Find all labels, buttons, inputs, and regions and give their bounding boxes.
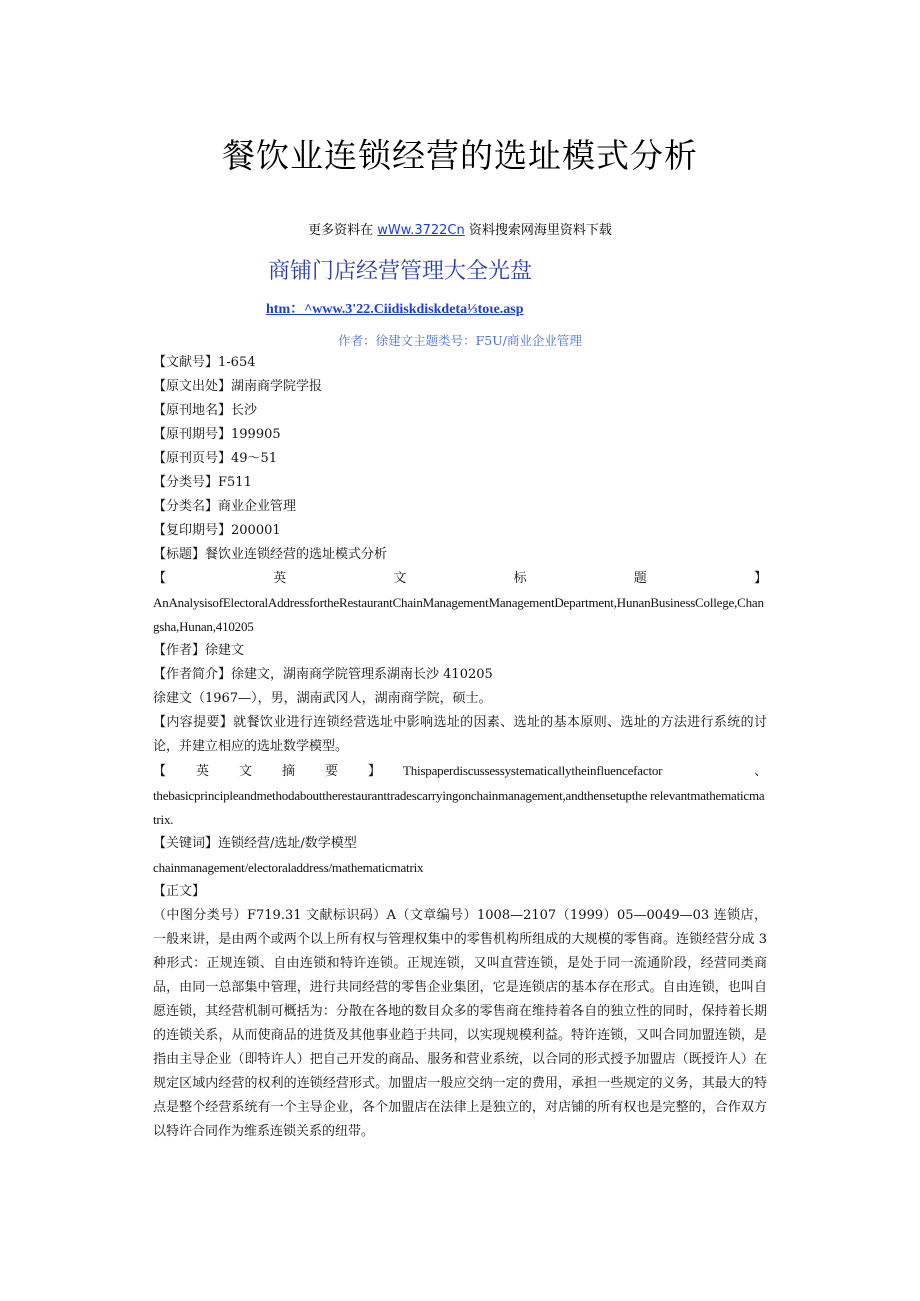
author-intro-label: 【作者简介】 [153, 667, 232, 682]
meta-value: 餐饮业连锁经营的选址模式分析 [205, 547, 388, 562]
abstract-value: 就餐饮业进行连锁经营选址中影响选址的因素、选址的基本原则、选址的方法进行系统的讨论，并建立相应的选址数学模型。 [153, 715, 767, 754]
meta-row [153, 423, 767, 447]
author-intro-value: 徐建文，湖南商学院管理系湖南长沙 410205 [231, 667, 493, 682]
label-char: 要 [324, 764, 338, 779]
keywords-row [153, 832, 767, 856]
meta-label: 【标题】 [153, 547, 206, 562]
author-value: 徐建文 [205, 643, 245, 658]
en-abstract-first-line [403, 759, 767, 783]
meta-row [153, 351, 767, 375]
author-subject-line: 作者：徐建文主题类号：F5U/商业企业管理 [338, 333, 582, 348]
abstract-row [153, 711, 767, 759]
label-char: 文 [393, 571, 407, 586]
meta-value: 商业企业管理 [218, 499, 297, 514]
bracket-open: 【 [153, 764, 167, 779]
author-intro-row [153, 663, 767, 687]
en-abstract-row [153, 759, 767, 784]
page-title: 餐饮业连锁经营的选址模式分析 [222, 136, 698, 175]
more-suffix: 资料搜索网海里资料下载 [468, 223, 612, 238]
meta-value: 长沙 [231, 403, 258, 418]
meta-row [153, 471, 767, 495]
body-text: （中图分类号）F719.31 文献标识码）A（文章编号）1008—2107（1999）05—0049—03 连锁店，一般来讲，是由两个或两个以上所有权与管理权集中的零售机构所组成的大规模的零售商。连锁经营分成 3 种形式：正规连锁、自由连锁和特许连锁。正规连锁，又叫直营连锁，是处于同一流通阶段，经营同类商品，由同一总部集中管理，进行共同经营的零售企业集团，它是连锁店的基本存在形式。自由连锁，也叫自愿连锁，其经营机制可概括为：分散在各地的数目众多的零售商在维持着各自的独立性的同时，保持着长期的连锁关系，从而使商品的进货及其他事业趋于共同，以实现规模利益。特许连锁，又叫合同加盟连锁，是指由主导企业（即特许人）把自己开发的商品、服务和营业系统，以合同的形式授予加盟店（既授许人）在规定区域内经营的权利的连锁经营形式。加盟店一般应交纳一定的费用，承担一些规定的义务，其最大的特点是整个经营系统有一个主导企业，各个加盟店在法律上是独立的，对店铺的所有权也是完整的，合作双方以特许合同作为维系连锁关系的纽带。 [153, 908, 767, 1139]
label-char: 题 [633, 571, 647, 586]
en-abstract-first: Thispaperdiscussessystematicallytheinfluencefactor [403, 763, 663, 778]
meta-row [153, 519, 767, 543]
meta-row [153, 447, 767, 471]
meta-row [153, 375, 767, 399]
author-label: 【作者】 [153, 643, 206, 658]
meta-label: 【复印期号】 [153, 523, 232, 538]
meta-label: 【原刊地名】 [153, 403, 232, 418]
en-abstract-label [153, 760, 381, 784]
meta-row [153, 399, 767, 423]
meta-value: 49～51 [231, 451, 278, 466]
meta-label: 【分类号】 [153, 475, 219, 490]
meta-row [153, 495, 767, 519]
en-abstract-sep: 、 [754, 763, 767, 778]
bracket-close: 】 [367, 764, 381, 779]
more-link[interactable]: wWw.3722Cn [377, 223, 465, 238]
promo-url-link[interactable]: htm：^www.3'22.Ciidiskdiskdeta⅓toιe.asp [266, 302, 524, 317]
en-abstract-rest: thebasicprincipleandmethodabouttherestauranttradescarryingonchainmanagement,andthensetupthe relevantmathematicmatrix. [153, 788, 765, 827]
meta-label: 【分类名】 [153, 499, 219, 514]
more-prefix: 更多资料在 [308, 223, 374, 238]
meta-value: 199905 [231, 427, 281, 442]
keywords-value: 连锁经营/选址/数学模型 [218, 836, 357, 851]
abstract-label: 【内容提要】 [153, 715, 234, 730]
label-char: 摘 [281, 764, 295, 779]
label-char: 文 [238, 764, 252, 779]
meta-label: 【原刊期号】 [153, 427, 232, 442]
author-bio: 徐建文（1967—），男，湖南武冈人，湖南商学院，硕士。 [153, 691, 492, 706]
meta-value: F511 [218, 475, 252, 490]
label-char: 英 [195, 764, 209, 779]
bracket-close: 】 [753, 571, 767, 586]
meta-value: 湖南商学院学报 [231, 379, 323, 394]
bracket-open: 【 [153, 571, 167, 586]
meta-label: 【原文出处】 [153, 379, 232, 394]
keywords-en: chainmanagement/electoraladdress/mathematicmatrix [153, 860, 424, 875]
label-char: 英 [273, 571, 287, 586]
promo-title: 商铺门店经营管理大全光盘 [268, 259, 533, 284]
author-row [153, 639, 767, 663]
en-title-label [153, 567, 767, 591]
keywords-label: 【关键词】 [153, 836, 219, 851]
label-char: 标 [513, 571, 527, 586]
meta-label: 【文献号】 [153, 355, 219, 370]
body-label: 【正文】 [153, 884, 206, 899]
document-body [153, 351, 767, 1144]
en-title-text: AnAnalysisofElectoralAddressfortheRestaurantChainManagementManagementDepartment,HunanBusinessCollege,Changsha,Hunan,410205 [153, 595, 764, 634]
meta-value: 1-654 [218, 355, 256, 370]
meta-label: 【原刊页号】 [153, 451, 232, 466]
meta-value: 200001 [231, 523, 281, 538]
meta-row [153, 543, 767, 567]
more-info-line [0, 219, 920, 238]
